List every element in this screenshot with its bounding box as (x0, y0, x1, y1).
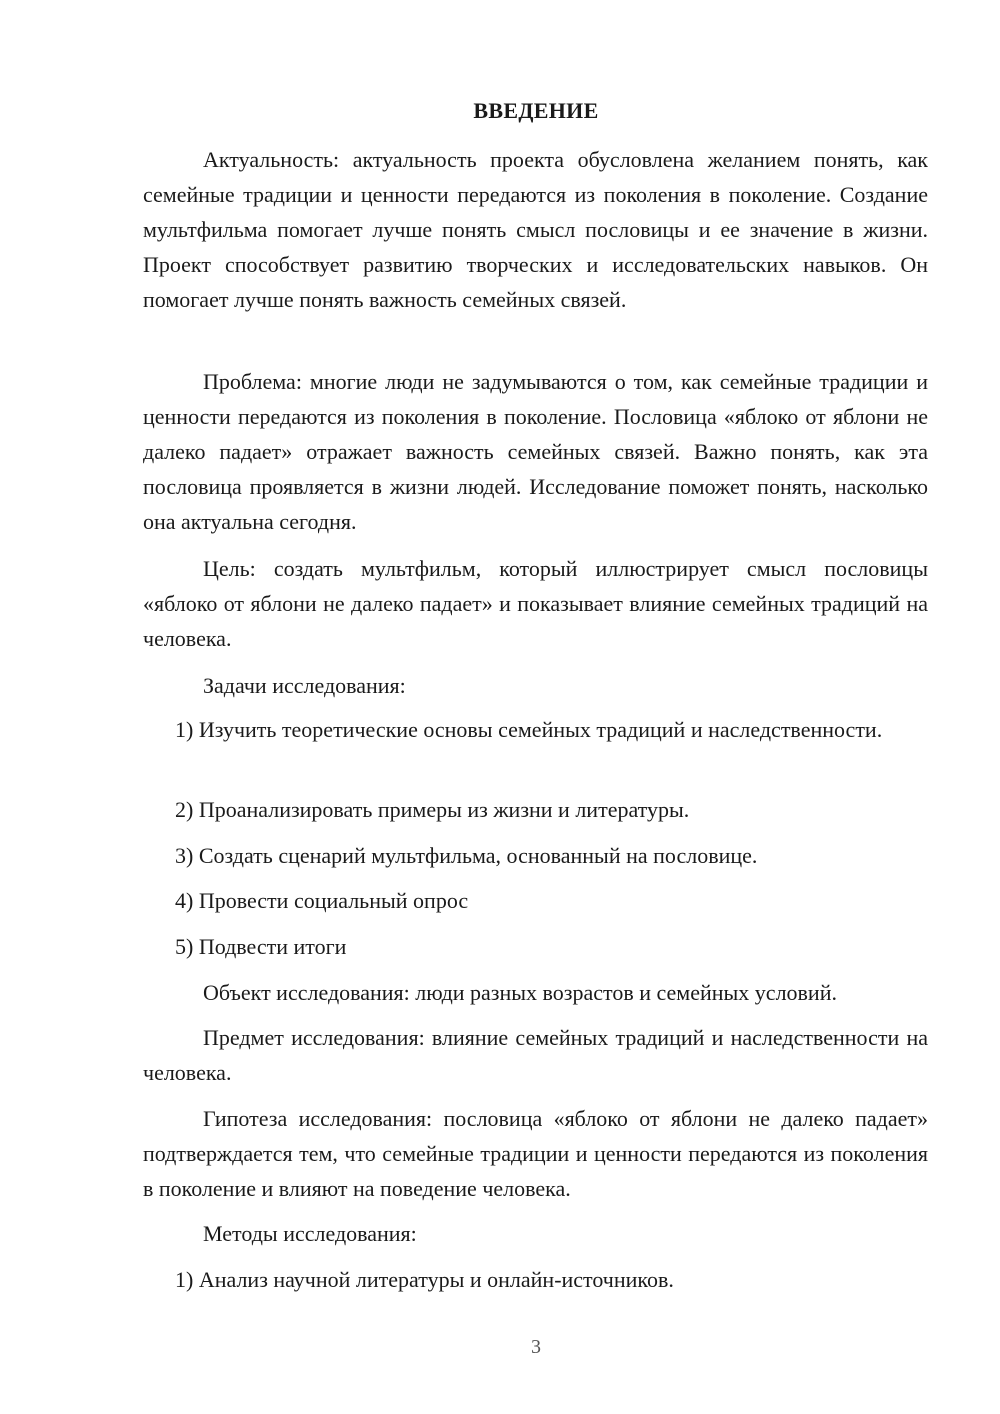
subject-paragraph: Предмет исследования: влияние семейных традиций и наследственности на человека. (143, 1025, 928, 1085)
page-number: 3 (531, 1336, 541, 1358)
hypothesis-paragraph: Гипотеза исследования: пословица «яблоко от яблони не далеко падает» подтверждается тем, что семейные традиции и ценности передаются из поколения в поколение и влияют на поведение человека. (143, 1106, 928, 1201)
task-item-2: 2) Проанализировать примеры из жизни и литературы. (175, 797, 690, 822)
task-item-1: 1) Изучить теоретические основы семейных традиций и наследственности. (175, 717, 883, 742)
task-item-5: 5) Подвести итоги (175, 934, 347, 959)
method-item-1: 1) Анализ научной литературы и онлайн-источников. (175, 1267, 674, 1292)
tasks-heading: Задачи исследования: (203, 673, 406, 698)
methods-heading: Методы исследования: (203, 1221, 417, 1246)
object-paragraph: Объект исследования: люди разных возрастов и семейных условий. (203, 980, 837, 1005)
problem-paragraph: Проблема: многие люди не задумываются о том, как семейные традиции и ценности передаются из поколения в поколение. Пословица «яблоко от яблони не далеко падает» отражает важность семейных связей. Важно понять, как эта пословица проявляется в жизни людей. Исследование поможет понять, насколько она актуальна сегодня. (143, 369, 928, 534)
relevance-paragraph: Актуальность: актуальность проекта обусловлена желанием понять, как семейные традиции и ценности передаются из поколения в поколение. Создание мультфильма помогает лучше понять смысл пословицы и ее значение в жизни. Проект способствует развитию творческих и исследовательских навыков. Он помогает лучше понять важность семейных связей. (143, 147, 928, 312)
goal-paragraph: Цель: создать мультфильм, который иллюстрирует смысл пословицы «яблоко от яблони не далеко падает» и показывает влияние семейных традиций на человека. (143, 556, 928, 651)
section-heading: ВВЕДЕНИЕ (473, 98, 599, 123)
task-item-3: 3) Создать сценарий мультфильма, основанный на пословице. (175, 843, 758, 868)
task-item-4: 4) Провести социальный опрос (175, 888, 469, 913)
